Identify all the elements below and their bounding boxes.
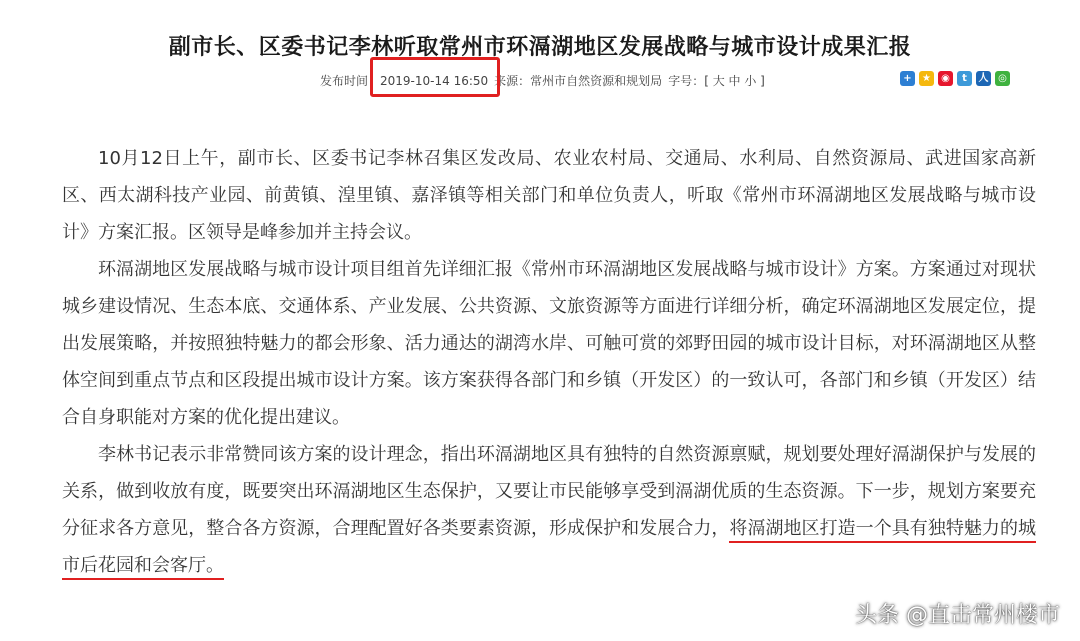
date-highlight-box	[370, 57, 500, 97]
tencent-weibo-icon[interactable]: t	[957, 71, 972, 86]
article-body	[62, 140, 1036, 584]
source-value: 常州市自然资源和规划局	[530, 73, 663, 88]
watermark: 头条 @直击常州楼市	[855, 603, 1060, 628]
publish-time: ：2019-10-14 16:50	[368, 73, 489, 88]
qzone-icon[interactable]: ★	[919, 71, 934, 86]
paragraph-last	[62, 436, 1036, 584]
paragraph-text: 李林书记表示非常赞同该方案的设计理念，指出环滆湖地区具有独特的自然资源禀赋，规划要处理好滆湖保护与发展的关系，做到收放有度，既要突出环滆湖地区生态保护，又要让市民能够享受到滆湖优质的生态资源。下一步，规划方案要充分征求各方意见，整合各方资源，合理配置好各类要素资源，形成保护和发展合力，	[62, 444, 1036, 539]
paragraph: 环滆湖地区发展战略与城市设计项目组首先详细汇报《常州市环滆湖地区发展战略与城市设计》方案。方案通过对现状城乡建设情况、生态本底、交通体系、产业发展、公共资源、文旅资源等方面进行详细分析，确定环滆湖地区发展定位，提出发展策略，并按照独特魅力的都会形象、活力通达的湖湾水岸、可触可赏的郊野田园的城市设计目标，对环滆湖地区从整体空间到重点节点和区段提出城市设计方案。该方案获得各部门和乡镇（开发区）的一致认可，各部门和乡镇（开发区）结合自身职能对方案的优化提出建议。	[62, 259, 1036, 428]
highlighted-sentence: 将滆湖地区打造一个具有独特魅力的城市后花园和会客厅。	[62, 518, 1036, 580]
renren-icon[interactable]: 人	[976, 71, 991, 86]
article-title: 副市长、区委书记李林听取常州市环滆湖地区发展战略与城市设计成果汇报	[168, 35, 912, 60]
weibo-icon[interactable]: ◉	[938, 71, 953, 86]
fontsize-options[interactable]: [ 大 中 小 ]	[704, 73, 765, 88]
share-toolbar	[900, 71, 1010, 86]
share-plus-icon[interactable]: +	[900, 71, 915, 86]
publish-label: 发布时间	[320, 73, 369, 88]
source-label: 来源：	[494, 73, 531, 88]
fontsize-label: 字号：	[668, 73, 705, 88]
paragraph: 10月12日上午，副市长、区委书记李林召集区发改局、农业农村局、交通局、水利局、自然资源局、武进国家高新区、西太湖科技产业园、前黄镇、湟里镇、嘉泽镇等相关部门和单位负责人，听取《常州市环滆湖地区发展战略与城市设计》方案汇报。区领导是峰参加并主持会议。	[62, 148, 1036, 243]
wechat-icon[interactable]: ◎	[995, 71, 1010, 86]
